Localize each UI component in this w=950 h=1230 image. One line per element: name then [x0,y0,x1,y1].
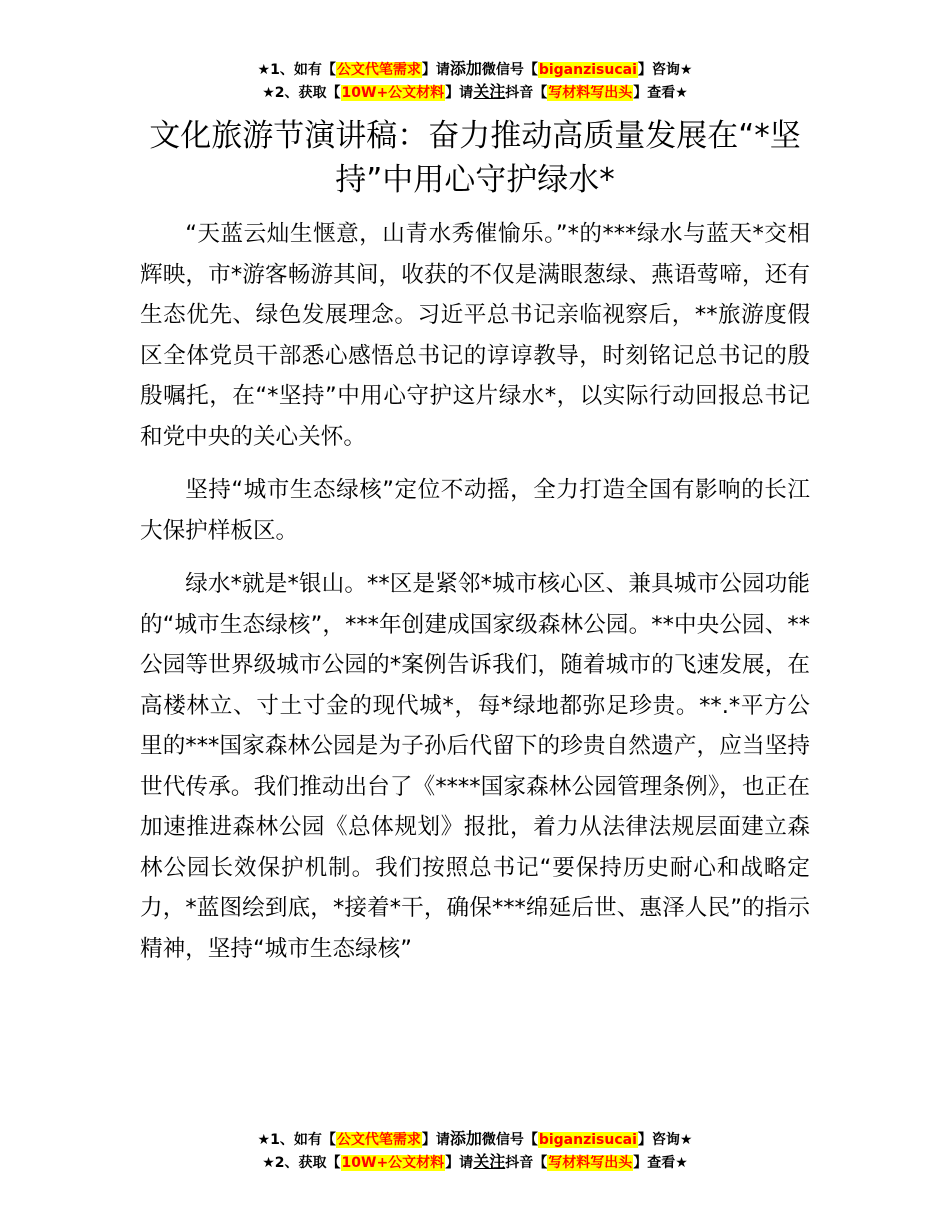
banner-text: 微信号【 [481,1132,538,1148]
banner-text: 】请 [445,85,474,101]
banner-text: 】查看★ [633,85,688,101]
banner-text: 抖音【 [505,85,548,101]
banner-text: 】请 [421,62,450,78]
header-banner [0,58,950,104]
banner-text: 添加 [449,1129,482,1148]
paragraph: “天蓝云灿生惬意，山青水秀催愉乐。”*的***绿水与蓝天*交相辉映，市*游客畅游其间，收获的不仅是满眼葱绿、燕语莺啼，还有生态优先、绿色发展理念。习近平总书记亲临视察后，**旅游度假区全体党员干部悉心感悟总书记的谆谆教导，时刻铭记总书记的殷殷嘱托，在“*坚持”中用心守护这片绿水*，以实际行动回报总书记和党中央的关心关怀。 [140,221,810,450]
banner-text: 】查看★ [633,1155,688,1171]
banner-highlight: 公文代笔需求 [336,1132,421,1148]
banner-highlight: 10W+公文材料 [341,85,445,101]
banner-highlight: 公文代笔需求 [336,62,421,78]
banner-text: ★2、获取【 [262,1155,341,1171]
banner-text: 】请 [421,1132,450,1148]
banner-text: 抖音【 [505,1155,548,1171]
banner-highlight: 10W+公文材料 [341,1155,445,1171]
paragraph: 坚持“城市生态绿核”定位不动摇，全力打造全国有影响的长江大保护样板区。 [140,477,810,544]
banner-text: 】请 [445,1155,474,1171]
banner-text: 】咨询★ [637,1132,693,1148]
document-body [140,214,810,982]
banner-text: ★1、如有【 [257,62,336,78]
banner-text: ★1、如有【 [257,1132,336,1148]
banner-text: ★2、获取【 [262,85,341,101]
banner-highlight: 写材料写出头 [548,85,633,101]
banner-text: 关注 [473,1152,506,1171]
banner-text: 关注 [473,82,506,101]
banner-text: 】咨询★ [637,62,693,78]
banner-highlight: biganzisucai [538,1132,637,1148]
banner-line-2 [0,81,950,104]
banner-line-1 [0,58,950,81]
banner-highlight: biganzisucai [538,62,637,78]
footer-banner [0,1128,950,1174]
banner-text: 添加 [449,59,482,78]
document-title: 文化旅游节演讲稿：奋力推动高质量发展在“*坚持”中用心守护绿水* [149,118,801,198]
paragraph: 绿水*就是*银山。**区是紧邻*城市核心区、兼具城市公园功能的“城市生态绿核”，***年创建成国家级森林公园。**中央公园、**公园等世界级城市公园的*案例告诉我们，随着城市的飞速发展，在高楼林立、寸土寸金的现代城*，每*绿地都弥足珍贵。**.*平方公里的***国家森林公园是为子孙后代留下的珍贵自然遗产，应当坚持世代传承。我们推动出台了《****国家森林公园管理条例》，也正在加速推进森林公园《总体规划》报批，着力从法律法规层面建立森林公园长效保护机制。我们按照总书记“要保持历史耐心和战略定力，*蓝图绘到底，*接着*干，确保***绵延后世、惠泽人民”的指示精神，坚持“城市生态绿核” [140,571,810,962]
banner-line-2 [0,1151,950,1174]
banner-line-1 [0,1128,950,1151]
banner-text: 微信号【 [481,62,538,78]
banner-highlight: 写材料写出头 [548,1155,633,1171]
